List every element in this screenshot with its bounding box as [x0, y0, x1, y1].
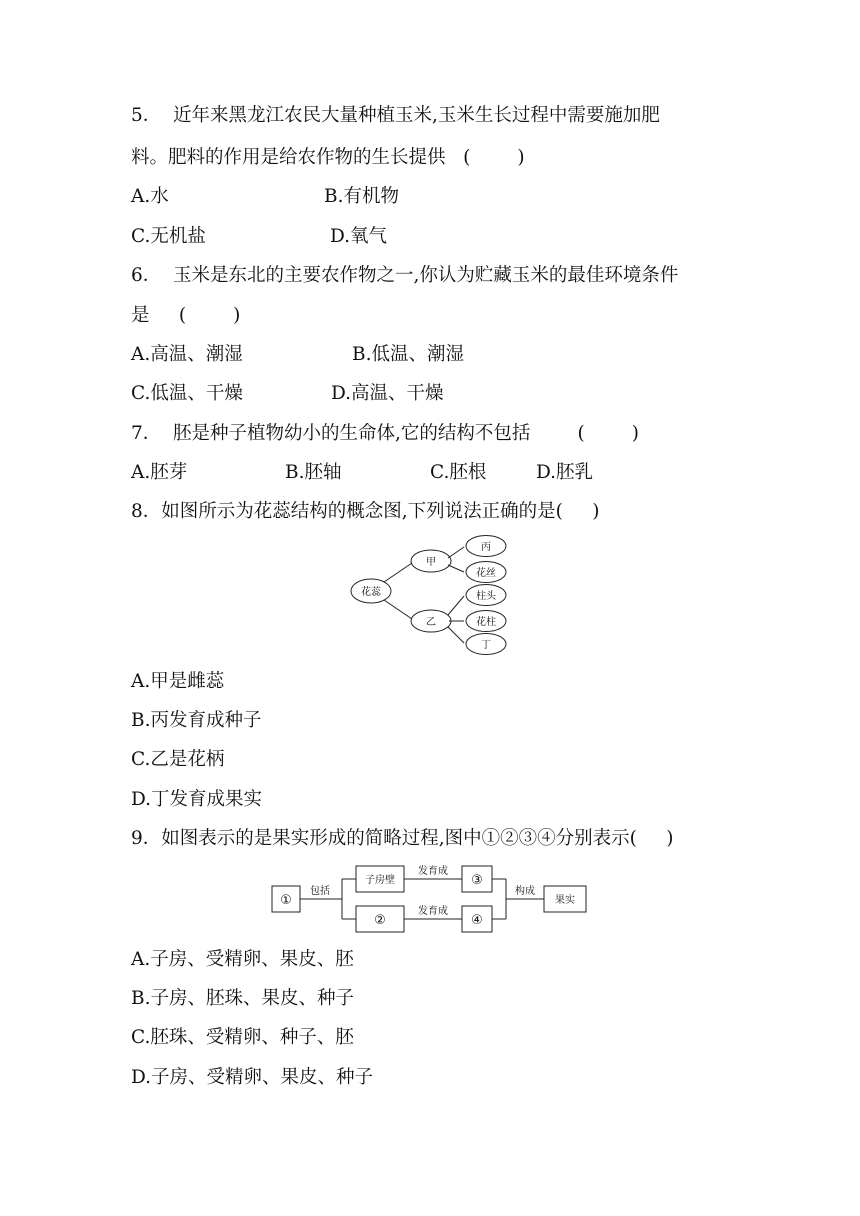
connector-yi-ding — [448, 627, 464, 643]
compose-label: 构成 — [515, 886, 535, 897]
node-root-label: 花蕊 — [361, 587, 381, 598]
node-jia-label: 甲 — [426, 557, 436, 568]
box-1-label: ① — [280, 893, 292, 908]
node-huasi-label: 花丝 — [476, 568, 496, 579]
connector-root-yi — [384, 600, 412, 619]
connector-jia-huasi — [448, 565, 464, 572]
q5-stem-line2: 料。肥料的作用是给农作物的生长提供 ( ) — [131, 147, 525, 168]
q8-option-c: C.乙是花柄 — [131, 749, 225, 770]
q5-stem-line1: 5． 近年来黑龙江农民大量种植玉米,玉米生长过程中需要施加肥 — [131, 105, 660, 126]
q5-option-a: A.水 — [131, 186, 169, 207]
q9-option-d: D.子房、受精卵、果皮、种子 — [131, 1067, 374, 1088]
q7-stem: 7． 胚是种子植物幼小的生命体,它的结构不包括 ( ) — [131, 423, 639, 444]
q7-option-b: B.胚轴 — [285, 462, 342, 483]
q6-stem-line1: 6． 玉米是东北的主要农作物之一,你认为贮藏玉米的最佳环境条件 — [131, 265, 679, 286]
box-2-label: ② — [374, 913, 386, 928]
node-yi-label: 乙 — [426, 617, 436, 628]
connector-yi-zhutou — [448, 596, 464, 615]
q6-option-b: B.低温、潮湿 — [352, 344, 464, 365]
q9-stem: 9．如图表示的是果实形成的简略过程,图中①②③④分别表示( ) — [131, 828, 674, 849]
stamen-pistil-concept-diagram — [346, 532, 516, 658]
q8-option-b: B.丙发育成种子 — [131, 710, 262, 731]
include-label: 包括 — [310, 886, 330, 897]
node-ding-label: 丁 — [481, 640, 491, 651]
q6-option-d: D.高温、干燥 — [331, 383, 444, 404]
q9-option-a: A.子房、受精卵、果皮、胚 — [131, 949, 354, 970]
box-3-label: ③ — [471, 873, 483, 888]
q7-option-c: C.胚根 — [430, 462, 487, 483]
q6-stem-line2: 是 ( ) — [131, 305, 241, 326]
connector-jia-bing — [448, 547, 464, 558]
ovary-wall-label: 子房壁 — [365, 875, 395, 886]
develop-upper-label: 发育成 — [418, 866, 448, 877]
connector-root-jia — [384, 563, 412, 582]
develop-lower-label: 发育成 — [418, 906, 448, 917]
node-zhutou-label: 柱头 — [476, 591, 496, 602]
q6-option-a: A.高温、潮湿 — [131, 344, 243, 365]
q9-option-c: C.胚珠、受精卵、种子、胚 — [131, 1027, 354, 1048]
q8-stem: 8．如图所示为花蕊结构的概念图,下列说法正确的是( ) — [131, 501, 600, 522]
fruit-formation-flow-diagram — [268, 860, 592, 938]
q9-option-b: B.子房、胚珠、果皮、种子 — [131, 988, 354, 1009]
q7-option-d: D.胚乳 — [536, 462, 594, 483]
q5-option-b: B.有机物 — [324, 186, 399, 207]
q7-option-a: A.胚芽 — [131, 462, 188, 483]
box-4-label: ④ — [471, 913, 483, 928]
q6-option-c: C.低温、干燥 — [131, 383, 243, 404]
node-bing-label: 丙 — [481, 542, 491, 553]
q8-option-d: D.丁发育成果实 — [131, 789, 263, 810]
node-huazhu-label: 花柱 — [476, 617, 496, 628]
q5-option-c: C.无机盐 — [131, 226, 206, 247]
q8-option-a: A.甲是雌蕊 — [131, 671, 225, 692]
fruit-label: 果实 — [555, 895, 575, 906]
q5-option-d: D.氧气 — [330, 226, 388, 247]
